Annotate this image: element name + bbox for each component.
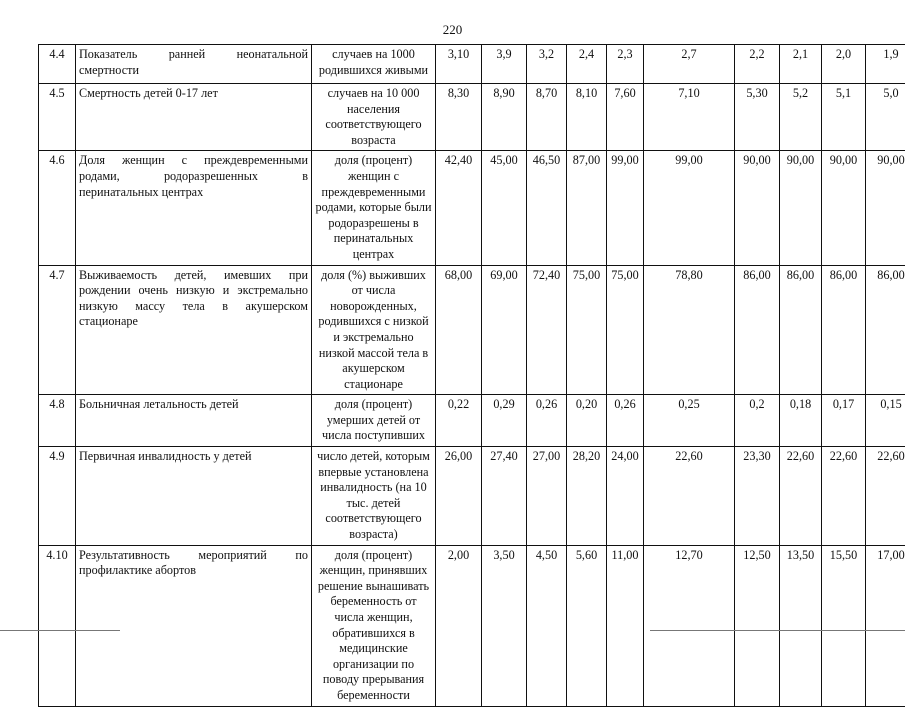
year-value: 5,1 <box>822 84 866 151</box>
unit-of-measure: доля (процент) женщин с преждевременными родами, которые были родоразрешены в перинатальных центрах <box>312 151 436 265</box>
year-value: 75,00 <box>567 265 607 395</box>
year-value: 90,00 <box>822 151 866 265</box>
page-number: 220 <box>0 22 905 38</box>
year-value: 86,00 <box>866 265 905 395</box>
year-value: 24,00 <box>607 447 644 546</box>
year-value: 78,80 <box>644 265 735 395</box>
indicator-name: Выживаемость детей, имевших при рождении очень низкую и экстремально низкую массу тела в акушерском стационаре <box>76 265 312 395</box>
year-value: 27,40 <box>482 447 527 546</box>
year-value: 0,18 <box>780 395 822 447</box>
row-index: 4.7 <box>39 265 76 395</box>
indicator-name: Первичная инвалидность у детей <box>76 447 312 546</box>
year-value: 3,50 <box>482 545 527 706</box>
row-index: 4.5 <box>39 84 76 151</box>
year-value: 11,00 <box>607 545 644 706</box>
indicator-name: Смертность детей 0-17 лет <box>76 84 312 151</box>
year-value: 0,29 <box>482 395 527 447</box>
year-value: 0,17 <box>822 395 866 447</box>
year-value: 5,60 <box>567 545 607 706</box>
year-value: 90,00 <box>780 151 822 265</box>
year-value: 8,90 <box>482 84 527 151</box>
unit-of-measure: доля (%) выживших от числа новорожденных, родившихся с низкой и экстремально низкой массой тела в акушерском стационаре <box>312 265 436 395</box>
table-row <box>39 395 905 447</box>
year-value: 90,00 <box>866 151 905 265</box>
year-value: 22,60 <box>780 447 822 546</box>
year-value: 1,9 <box>866 45 905 84</box>
year-value: 99,00 <box>644 151 735 265</box>
footer-rule-left <box>0 630 120 631</box>
year-value: 22,60 <box>866 447 905 546</box>
year-value: 0,2 <box>735 395 780 447</box>
year-value: 86,00 <box>735 265 780 395</box>
row-index: 4.8 <box>39 395 76 447</box>
year-value: 5,2 <box>780 84 822 151</box>
year-value: 8,30 <box>436 84 482 151</box>
year-value: 7,10 <box>644 84 735 151</box>
row-index: 4.10 <box>39 545 76 706</box>
year-value: 2,2 <box>735 45 780 84</box>
year-value: 7,60 <box>607 84 644 151</box>
year-value: 86,00 <box>822 265 866 395</box>
year-value: 8,70 <box>527 84 567 151</box>
year-value: 2,3 <box>607 45 644 84</box>
table-row <box>39 265 905 395</box>
indicator-name: Доля женщин с преждевременными родами, родоразрешенных в перинатальных центрах <box>76 151 312 265</box>
year-value: 28,20 <box>567 447 607 546</box>
year-value: 0,26 <box>527 395 567 447</box>
table-row <box>39 45 905 84</box>
year-value: 5,30 <box>735 84 780 151</box>
year-value: 13,50 <box>780 545 822 706</box>
indicator-name: Больничная летальность детей <box>76 395 312 447</box>
year-value: 75,00 <box>607 265 644 395</box>
year-value: 27,00 <box>527 447 567 546</box>
year-value: 4,50 <box>527 545 567 706</box>
year-value: 12,50 <box>735 545 780 706</box>
table-row <box>39 447 905 546</box>
row-index: 4.9 <box>39 447 76 546</box>
year-value: 42,40 <box>436 151 482 265</box>
table-row <box>39 151 905 265</box>
year-value: 87,00 <box>567 151 607 265</box>
indicator-name: Результативность мероприятий по профилактике абортов <box>76 545 312 706</box>
year-value: 15,50 <box>822 545 866 706</box>
table-row <box>39 545 905 706</box>
year-value: 86,00 <box>780 265 822 395</box>
year-value: 3,2 <box>527 45 567 84</box>
year-value: 0,25 <box>644 395 735 447</box>
year-value: 22,60 <box>822 447 866 546</box>
unit-of-measure: случаев на 1000 родившихся живыми <box>312 45 436 84</box>
year-value: 2,00 <box>436 545 482 706</box>
year-value: 90,00 <box>735 151 780 265</box>
year-value: 3,9 <box>482 45 527 84</box>
year-value: 0,15 <box>866 395 905 447</box>
year-value: 99,00 <box>607 151 644 265</box>
year-value: 69,00 <box>482 265 527 395</box>
year-value: 0,22 <box>436 395 482 447</box>
unit-of-measure: число детей, которым впервые установлена инвалидность (на 10 тыс. детей соответствующего возраста) <box>312 447 436 546</box>
year-value: 2,7 <box>644 45 735 84</box>
row-index: 4.4 <box>39 45 76 84</box>
year-value: 0,20 <box>567 395 607 447</box>
year-value: 2,1 <box>780 45 822 84</box>
year-value: 22,60 <box>644 447 735 546</box>
unit-of-measure: доля (процент) умерших детей от числа поступивших <box>312 395 436 447</box>
row-index: 4.6 <box>39 151 76 265</box>
year-value: 68,00 <box>436 265 482 395</box>
footer-rule-right <box>650 630 905 631</box>
unit-of-measure: доля (процент) женщин, принявших решение вынашивать беременность от числа женщин, обратившихся в медицинские организации по поводу прерывания беременности <box>312 545 436 706</box>
year-value: 0,26 <box>607 395 644 447</box>
year-value: 2,4 <box>567 45 607 84</box>
year-value: 12,70 <box>644 545 735 706</box>
year-value: 46,50 <box>527 151 567 265</box>
indicator-name: Показатель ранней неонатальной смертности <box>76 45 312 84</box>
year-value: 5,0 <box>866 84 905 151</box>
table-row <box>39 84 905 151</box>
year-value: 72,40 <box>527 265 567 395</box>
year-value: 2,0 <box>822 45 866 84</box>
year-value: 3,10 <box>436 45 482 84</box>
year-value: 23,30 <box>735 447 780 546</box>
year-value: 45,00 <box>482 151 527 265</box>
indicator-table <box>38 44 905 707</box>
year-value: 8,10 <box>567 84 607 151</box>
year-value: 17,00 <box>866 545 905 706</box>
unit-of-measure: случаев на 10 000 населения соответствующего возраста <box>312 84 436 151</box>
year-value: 26,00 <box>436 447 482 546</box>
